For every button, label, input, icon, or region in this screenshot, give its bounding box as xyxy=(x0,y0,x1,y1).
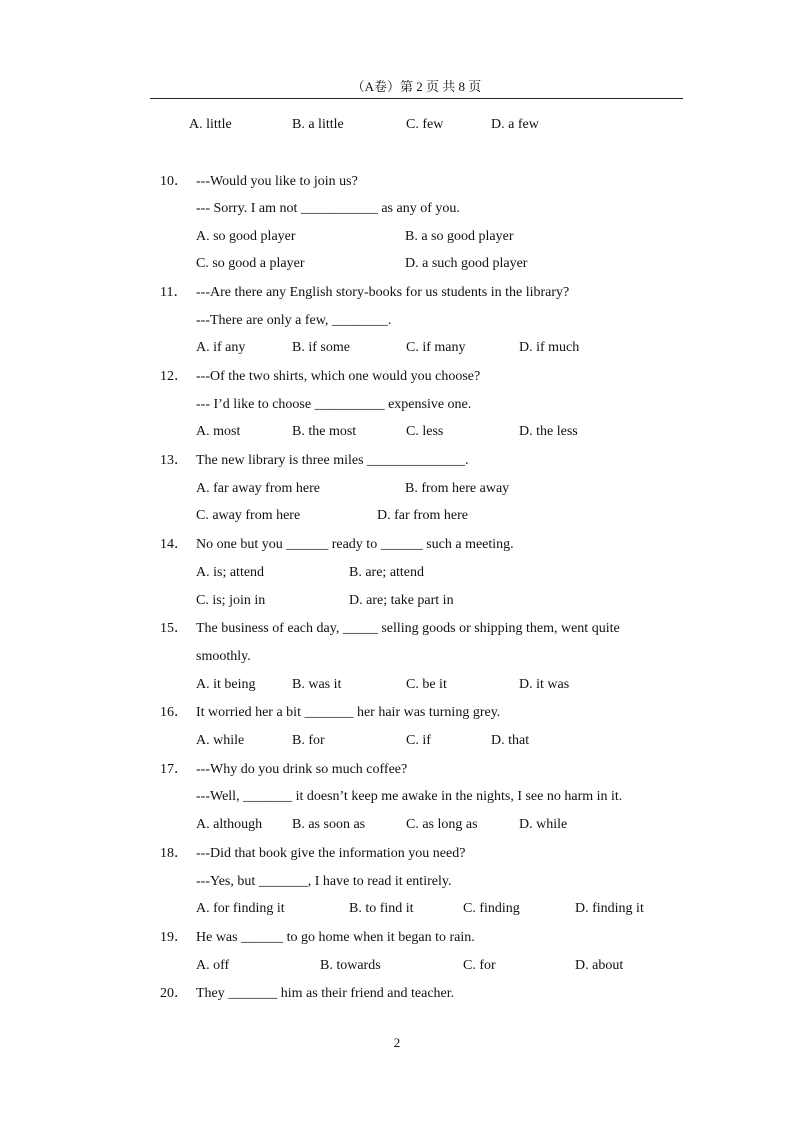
q9-option-d: D. a few xyxy=(491,117,539,132)
q10-option-d: D. a such good player xyxy=(405,256,528,271)
q20-line-1: They _______ him as their friend and teacher. xyxy=(196,986,455,1001)
q18-option-c: C. finding xyxy=(463,901,520,916)
q17-line-1: ---Why do you drink so much coffee? xyxy=(196,762,408,777)
q11-option-d: D. if much xyxy=(519,340,580,355)
q18-option-b: B. to find it xyxy=(349,901,414,916)
q13-line-1: The new library is three miles ______________. xyxy=(196,453,469,468)
page-header: （A卷）第 2 页 共 8 页 xyxy=(150,76,683,99)
q11-line-1: ---Are there any English story-books for us students in the library? xyxy=(196,285,570,300)
q16-option-b: B. for xyxy=(292,733,325,748)
q13-option-a: A. far away from here xyxy=(196,481,320,496)
q19-option-c: C. for xyxy=(463,958,496,973)
q12-option-b: B. the most xyxy=(292,424,357,439)
q17-option-c: C. as long as xyxy=(406,817,478,832)
q14-number: 14． xyxy=(160,537,188,552)
q15-line-2: smoothly. xyxy=(196,649,251,664)
q12-line-2: --- I’d like to choose __________ expensive one. xyxy=(196,397,472,412)
q18-option-a: A. for finding it xyxy=(196,901,285,916)
q9-option-b: B. a little xyxy=(292,117,344,132)
q13-option-b: B. from here away xyxy=(405,481,510,496)
q10-number: 10． xyxy=(160,174,188,189)
q11-option-b: B. if some xyxy=(292,340,350,355)
q14-option-d: D. are; take part in xyxy=(349,593,454,608)
q19-number: 19． xyxy=(160,930,188,945)
q16-option-a: A. while xyxy=(196,733,245,748)
q13-option-c: C. away from here xyxy=(196,508,301,523)
page-number: 2 xyxy=(393,1035,401,1050)
q10-line-1: ---Would you like to join us? xyxy=(196,174,358,189)
q14-line-1: No one but you ______ ready to ______ such a meeting. xyxy=(196,537,514,552)
q16-line-1: It worried her a bit _______ her hair was turning grey. xyxy=(196,705,501,720)
q17-line-2: ---Well, _______ it doesn’t keep me awake in the nights, I see no harm in it. xyxy=(196,789,623,804)
q15-line-1: The business of each day, _____ selling goods or shipping them, went quite xyxy=(196,621,620,636)
q10-option-c: C. so good a player xyxy=(196,256,305,271)
q15-option-c: C. be it xyxy=(406,677,447,692)
q20-number: 20． xyxy=(160,986,188,1001)
q16-option-c: C. if xyxy=(406,733,431,748)
q18-option-d: D. finding it xyxy=(575,901,644,916)
q16-option-d: D. that xyxy=(491,733,530,748)
q14-option-b: B. are; attend xyxy=(349,565,425,580)
q9-option-a: A. little xyxy=(189,117,232,132)
q12-option-c: C. less xyxy=(406,424,444,439)
q11-option-a: A. if any xyxy=(196,340,246,355)
q17-option-a: A. although xyxy=(196,817,263,832)
q11-line-2: ---There are only a few, ________. xyxy=(196,313,392,328)
q11-option-c: C. if many xyxy=(406,340,466,355)
q11-number: 11． xyxy=(160,285,188,300)
q18-line-1: ---Did that book give the information you need? xyxy=(196,846,466,861)
q12-number: 12． xyxy=(160,369,188,384)
q19-option-b: B. towards xyxy=(320,958,381,973)
q17-number: 17． xyxy=(160,762,188,777)
q10-option-b: B. a so good player xyxy=(405,229,514,244)
q19-line-1: He was ______ to go home when it began to rain. xyxy=(196,930,475,945)
q14-option-c: C. is; join in xyxy=(196,593,266,608)
q18-number: 18． xyxy=(160,846,188,861)
q10-line-2: --- Sorry. I am not ___________ as any of you. xyxy=(196,201,460,216)
q13-option-d: D. far from here xyxy=(377,508,468,523)
q16-number: 16． xyxy=(160,705,188,720)
q15-number: 15． xyxy=(160,621,188,636)
q15-option-a: A. it being xyxy=(196,677,256,692)
q15-option-d: D. it was xyxy=(519,677,570,692)
q19-option-a: A. off xyxy=(196,958,230,973)
q18-line-2: ---Yes, but _______, I have to read it entirely. xyxy=(196,874,452,889)
q12-option-a: A. most xyxy=(196,424,241,439)
q17-option-b: B. as soon as xyxy=(292,817,366,832)
q19-option-d: D. about xyxy=(575,958,624,973)
q12-line-1: ---Of the two shirts, which one would you choose? xyxy=(196,369,481,384)
q14-option-a: A. is; attend xyxy=(196,565,265,580)
q15-option-b: B. was it xyxy=(292,677,342,692)
q12-option-d: D. the less xyxy=(519,424,578,439)
q9-option-c: C. few xyxy=(406,117,444,132)
q17-option-d: D. while xyxy=(519,817,568,832)
q13-number: 13． xyxy=(160,453,188,468)
q10-option-a: A. so good player xyxy=(196,229,296,244)
